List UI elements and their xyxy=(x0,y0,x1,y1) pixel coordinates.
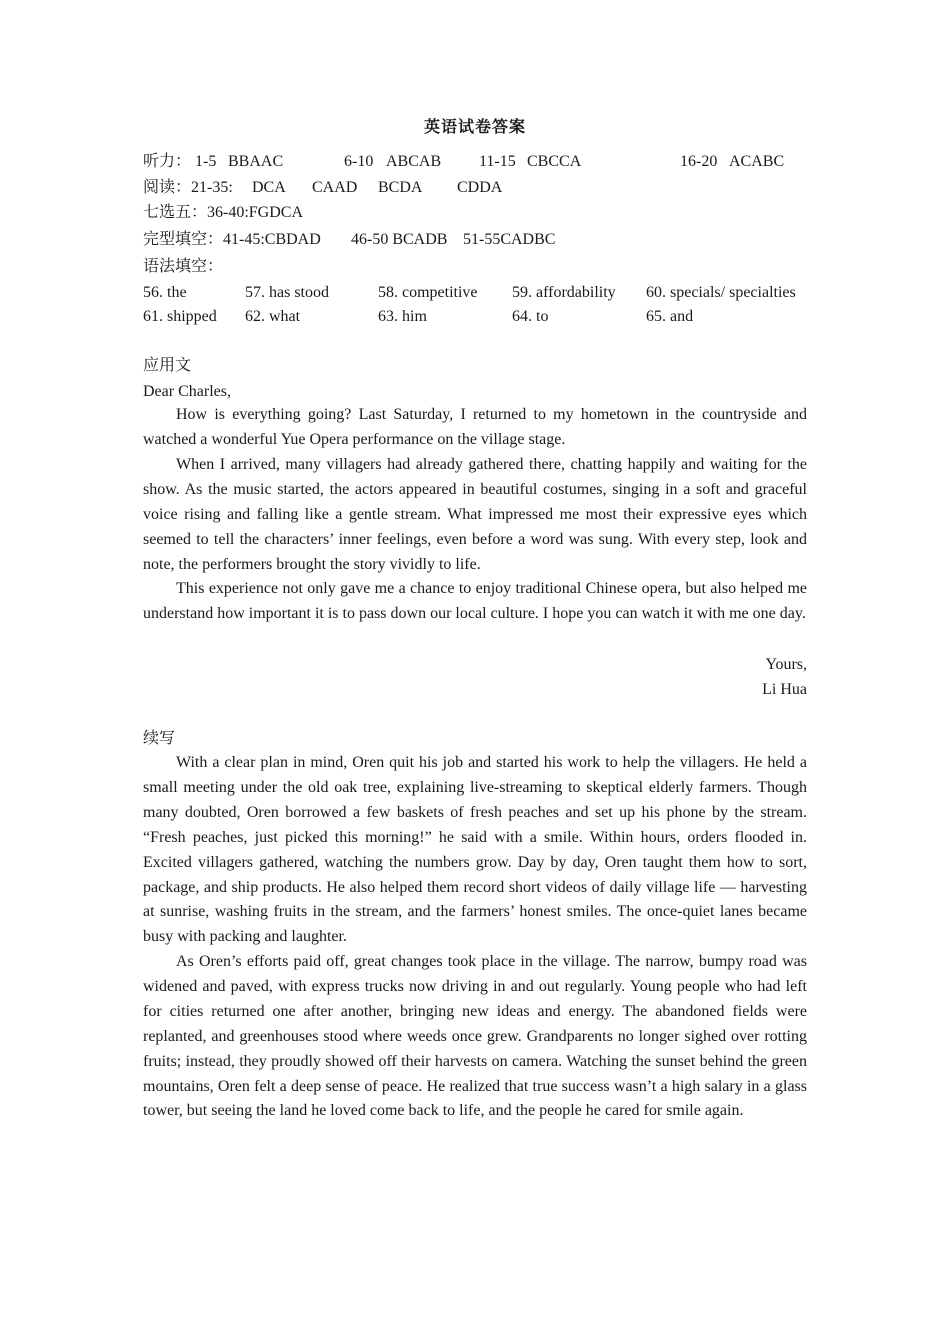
listening-range-4: 16-20 xyxy=(680,153,718,170)
listening-range-1: 1-5 xyxy=(195,153,217,170)
letter-closing: Yours, xyxy=(765,656,807,673)
grammar-item: 59. affordability xyxy=(512,284,616,301)
letter-greeting: Dear Charles, xyxy=(143,383,231,400)
grammar-label: 语法填空： xyxy=(143,258,224,275)
cloze-answers-1: 完型填空：41-45:CBDAD xyxy=(143,231,321,248)
page-title: 英语试卷答案 xyxy=(423,119,526,136)
grammar-item: 58. competitive xyxy=(378,284,478,301)
reading-label: 阅读：21-35: xyxy=(143,179,233,196)
application-heading: 应用文 xyxy=(143,357,192,374)
listening-range-3: 11-15 xyxy=(479,153,516,170)
seven-choose-five: 七选五：36-40:FGDCA xyxy=(143,204,304,221)
cloze-answers-2: 46-50 BCADB xyxy=(351,231,448,248)
reading-answers-1: DCA xyxy=(252,179,286,196)
listening-range-2: 6-10 xyxy=(344,153,374,170)
reading-answers-4: CDDA xyxy=(457,179,503,196)
reading-answers-2: CAAD xyxy=(312,179,358,196)
letter-paragraph: When I arrived, many villagers had already gathered there, chatting happily and waiting for the show. As the music started, the actors appeared in beautiful costumes, singing in a soft and graceful voice rising and falling like a gentle stream. What impressed me most their expressive eyes which seemed to tell the characters’ inner feelings, even before a word was sung. With every step, look and note, the performers brought the story vividly to life. xyxy=(143,456,807,573)
continuation-paragraph: As Oren’s efforts paid off, great changes took place in the village. The narrow, bumpy road was widened and paved, with express trucks now driving in and out regularly. Young people who had left for cities returned one after another, bringing new ideas and energy. The abandoned fields were replanted, and greenhouses stood where weeds once grew. Grandparents no longer sighed over rotting fruits; instead, they proudly showed off their harvests on camera. Watching the sunset behind the green mountains, Oren felt a deep sense of peace. He realized that true success wasn’t a high salary in a glass tower, but seeing the land he loved come back to life, and the people he cared for smile again. xyxy=(143,953,807,1120)
grammar-item: 63. him xyxy=(378,308,427,325)
listening-answers-4: ACABC xyxy=(729,153,785,170)
listening-label: 听力： xyxy=(143,153,192,170)
grammar-item: 65. and xyxy=(646,308,694,325)
grammar-item: 61. shipped xyxy=(143,308,217,325)
grammar-item: 56. the xyxy=(143,284,187,301)
letter-paragraph: How is everything going? Last Saturday, I returned to my hometown in the countryside and watched a wonderful Yue Opera performance on the village stage. xyxy=(143,406,807,448)
cloze-answers-3: 51-55CADBC xyxy=(463,231,556,248)
listening-answers-1: BBAAC xyxy=(228,153,284,170)
continuation-paragraph: With a clear plan in mind, Oren quit his job and started his work to help the villagers. He held a small meeting under the old oak tree, explaining live-streaming to skeptical elderly farmers. Though many doubted, Oren borrowed a few baskets of fresh peaches and set up his phone by the stream. “Fresh peaches, just picked this morning!” he said with a smile. Within hours, orders flooded in. Excited villagers gathered, watching the numbers grow. Day by day, Oren taught them how to sort, package, and ship products. He also helped them record short videos of daily village life — harvesting at sunrise, washing fruits in the stream, and the farmers’ honest smiles. The once-quiet lanes became busy with packing and laughter. xyxy=(143,754,807,946)
letter-paragraph: This experience not only gave me a chance to enjoy traditional Chinese opera, but also helped me understand how important it is to pass down our local culture. I hope you can watch it with me one day. xyxy=(143,580,807,622)
reading-answers-3: BCDA xyxy=(378,179,423,196)
grammar-item: 62. what xyxy=(245,308,301,325)
continuation-heading: 续写 xyxy=(143,730,176,747)
grammar-item: 57. has stood xyxy=(245,284,329,301)
letter-signature: Li Hua xyxy=(762,681,807,698)
grammar-item: 64. to xyxy=(512,308,549,325)
grammar-item: 60. specials/ specialties xyxy=(646,284,796,301)
listening-answers-3: CBCCA xyxy=(527,153,582,170)
listening-answers-2: ABCAB xyxy=(386,153,442,170)
